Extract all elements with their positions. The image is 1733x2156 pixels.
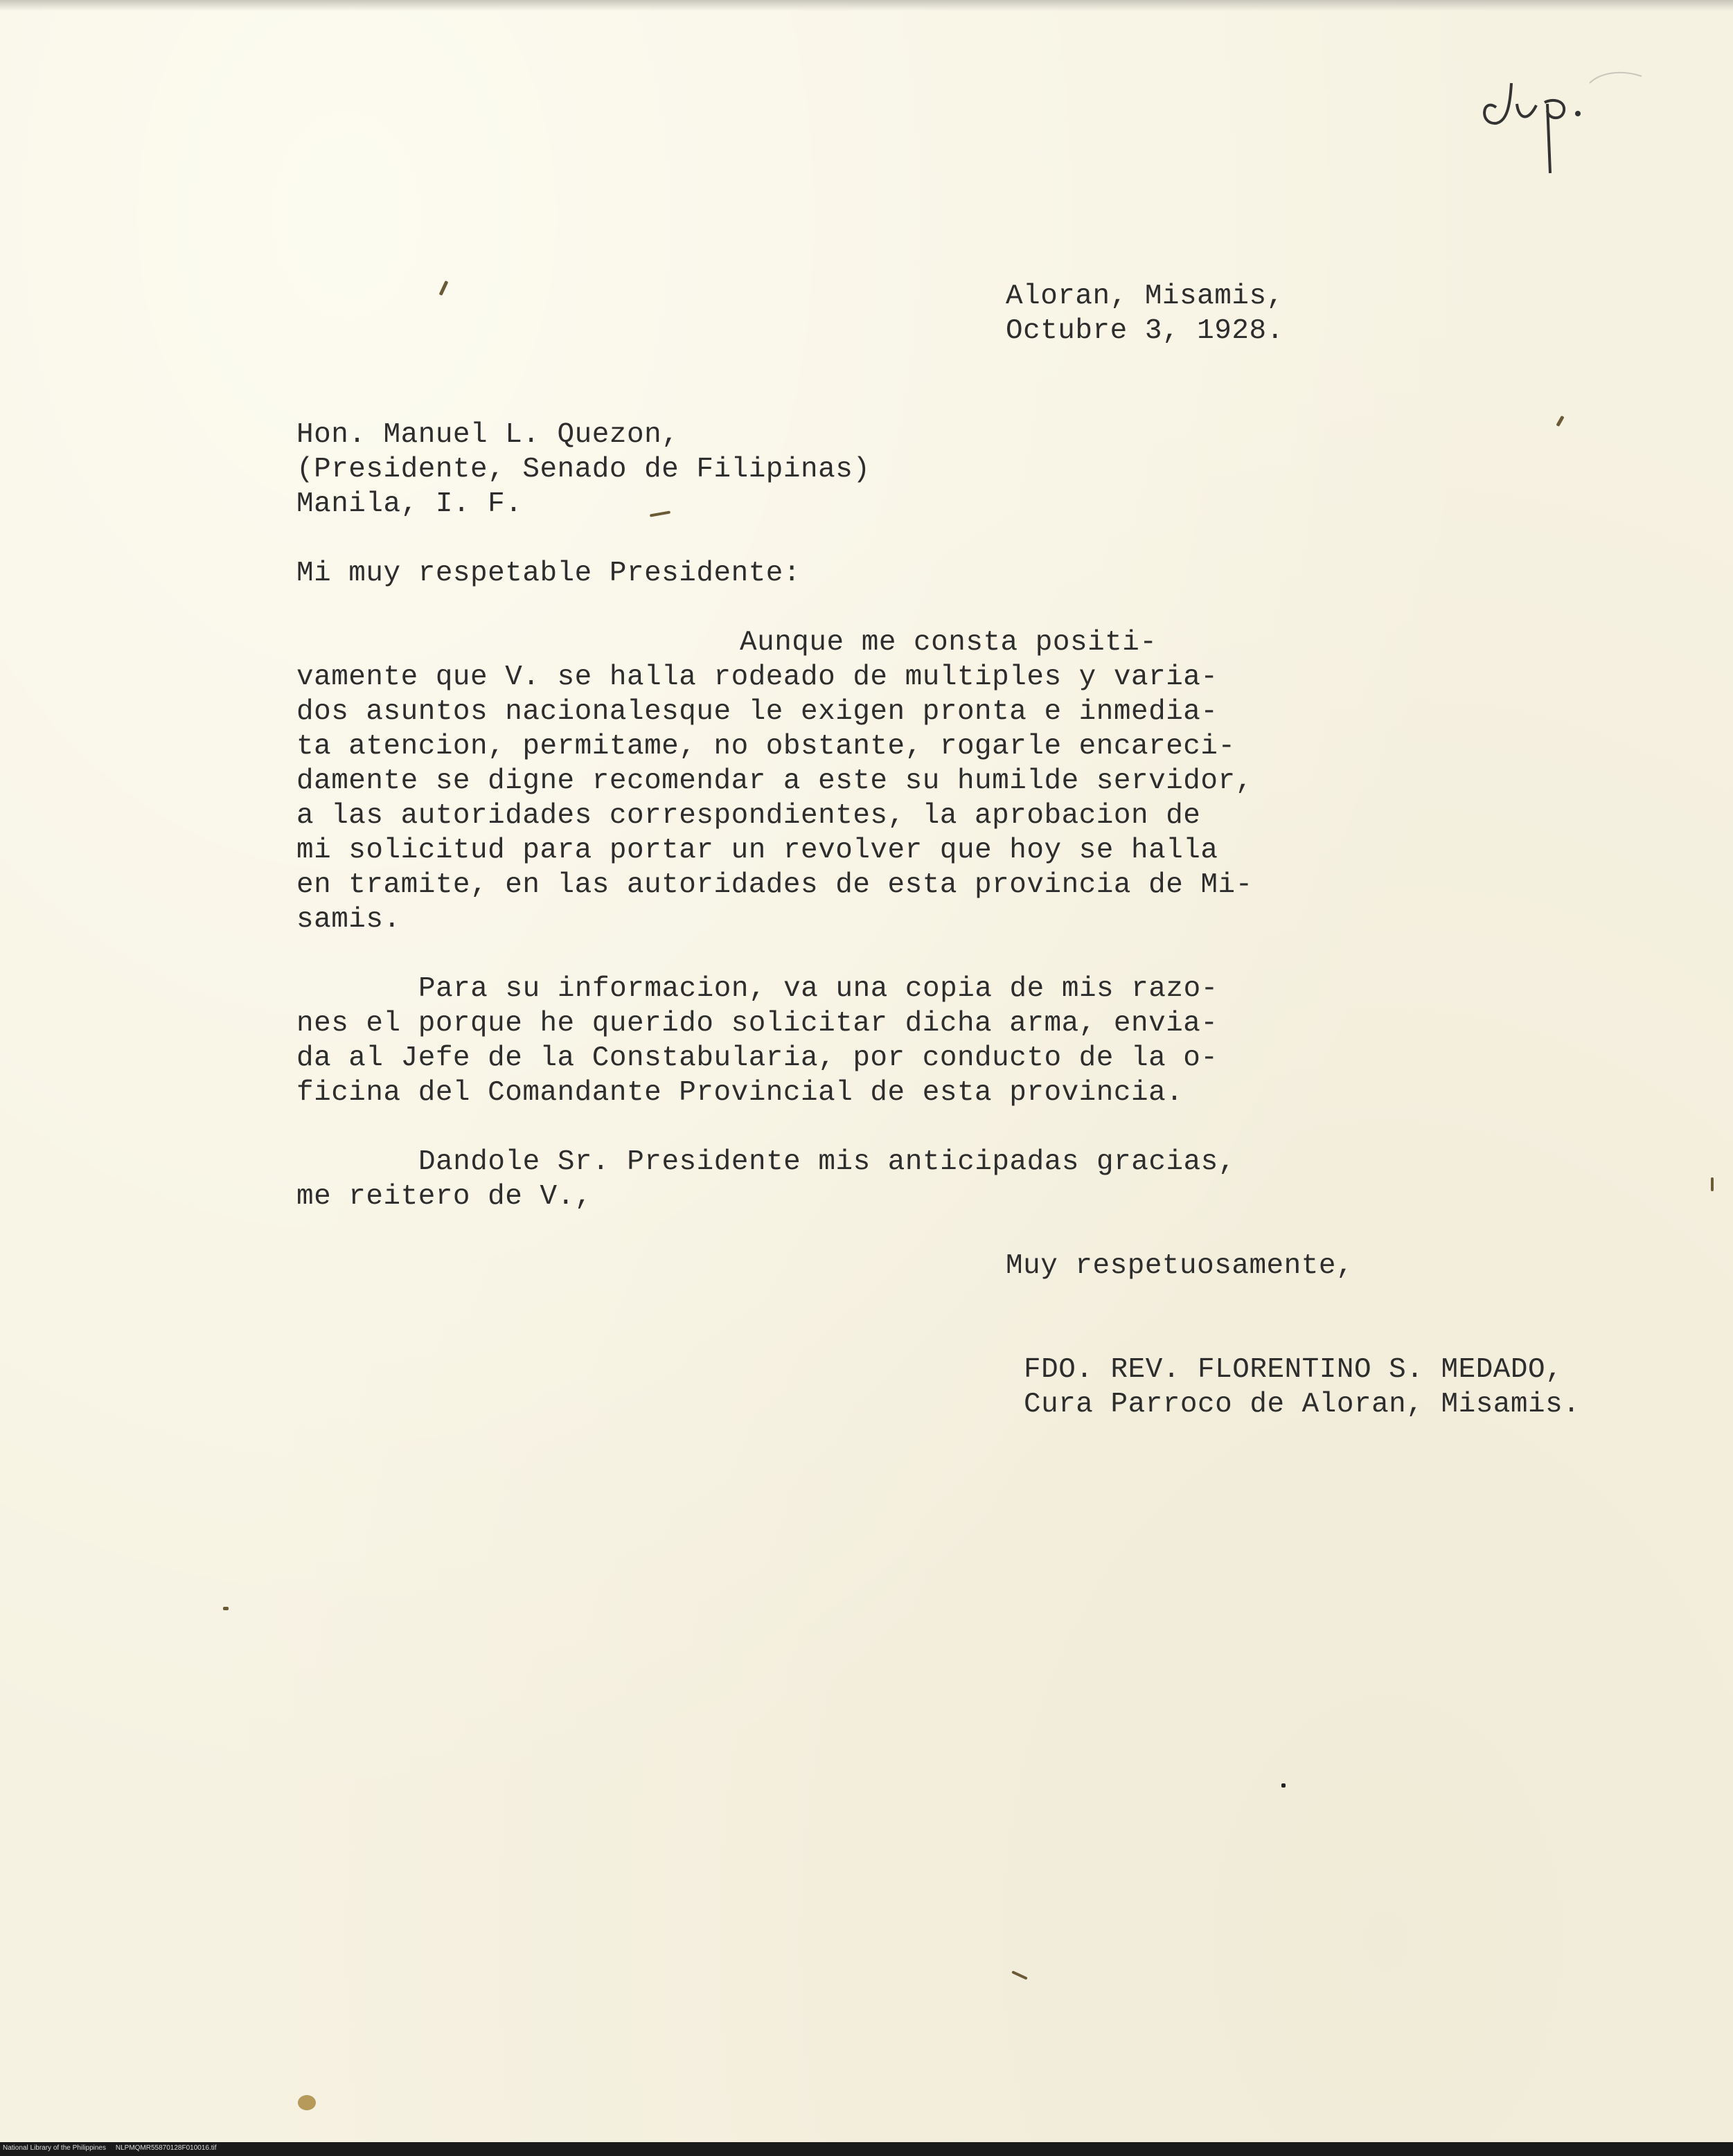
salutation: Mi muy respetable Presidente: xyxy=(296,558,801,589)
recipient-line: Manila, I. F. xyxy=(296,488,523,520)
scan-top-edge xyxy=(0,0,1733,11)
paragraph-1-line: en tramite, en las autoridades de esta provincia de Mi- xyxy=(296,869,1253,901)
paragraph-1-line: ta atencion, permitame, no obstante, rogarle encareci- xyxy=(296,731,1236,763)
scan-footer-text: National Library of the Philippines NLPMQMR55870128F010016.tif xyxy=(3,2144,217,2152)
paragraph-2-line: nes el porque he querido solicitar dicha arma, envia- xyxy=(296,1008,1218,1040)
paragraph-3-line: me reitero de V., xyxy=(296,1181,592,1213)
paper-speck xyxy=(1711,1177,1714,1191)
recipient-line: (Presidente, Senado de Filipinas) xyxy=(296,454,871,485)
paragraph-2-line: Para su informacion, va una copia de mis razo- xyxy=(418,973,1218,1005)
paragraph-1-line: damente se digne recomendar a este su humilde servidor, xyxy=(296,765,1253,797)
paragraph-1-line: samis. xyxy=(296,904,401,936)
paragraph-3-line: Dandole Sr. Presidente mis anticipadas gracias, xyxy=(418,1146,1236,1178)
closing: Muy respetuosamente, xyxy=(1006,1250,1354,1282)
paragraph-1-line: vamente que V. se halla rodeado de multiples y varia- xyxy=(296,661,1218,693)
paragraph-1-line: a las autoridades correspondientes, la aprobacion de xyxy=(296,800,1201,832)
scan-footer xyxy=(0,2142,1733,2156)
handwritten-annotation xyxy=(1475,42,1683,180)
paragraph-1-line: mi solicitud para portar un revolver que hoy se halla xyxy=(296,835,1218,866)
paper-speck xyxy=(223,1607,229,1610)
paragraph-2-line: ficina del Comandante Provincial de esta provincia. xyxy=(296,1077,1184,1109)
letter-date: Octubre 3, 1928. xyxy=(1006,315,1284,347)
paper-speck xyxy=(1281,1783,1286,1788)
letter-place: Aloran, Misamis, xyxy=(1006,280,1284,312)
signature-line: Cura Parroco de Aloran, Misamis. xyxy=(1024,1389,1581,1420)
recipient-line: Hon. Manuel L. Quezon, xyxy=(296,419,679,451)
paragraph-1-line: Aunque me consta positi- xyxy=(740,627,1157,659)
paragraph-2-line: da al Jefe de la Constabularia, por conducto de la o- xyxy=(296,1042,1218,1074)
paper-speck xyxy=(298,2095,316,2110)
paragraph-1-line: dos asuntos nacionalesque le exigen pronta e inmedia- xyxy=(296,696,1218,728)
signature-line: FDO. REV. FLORENTINO S. MEDADO, xyxy=(1024,1354,1563,1386)
